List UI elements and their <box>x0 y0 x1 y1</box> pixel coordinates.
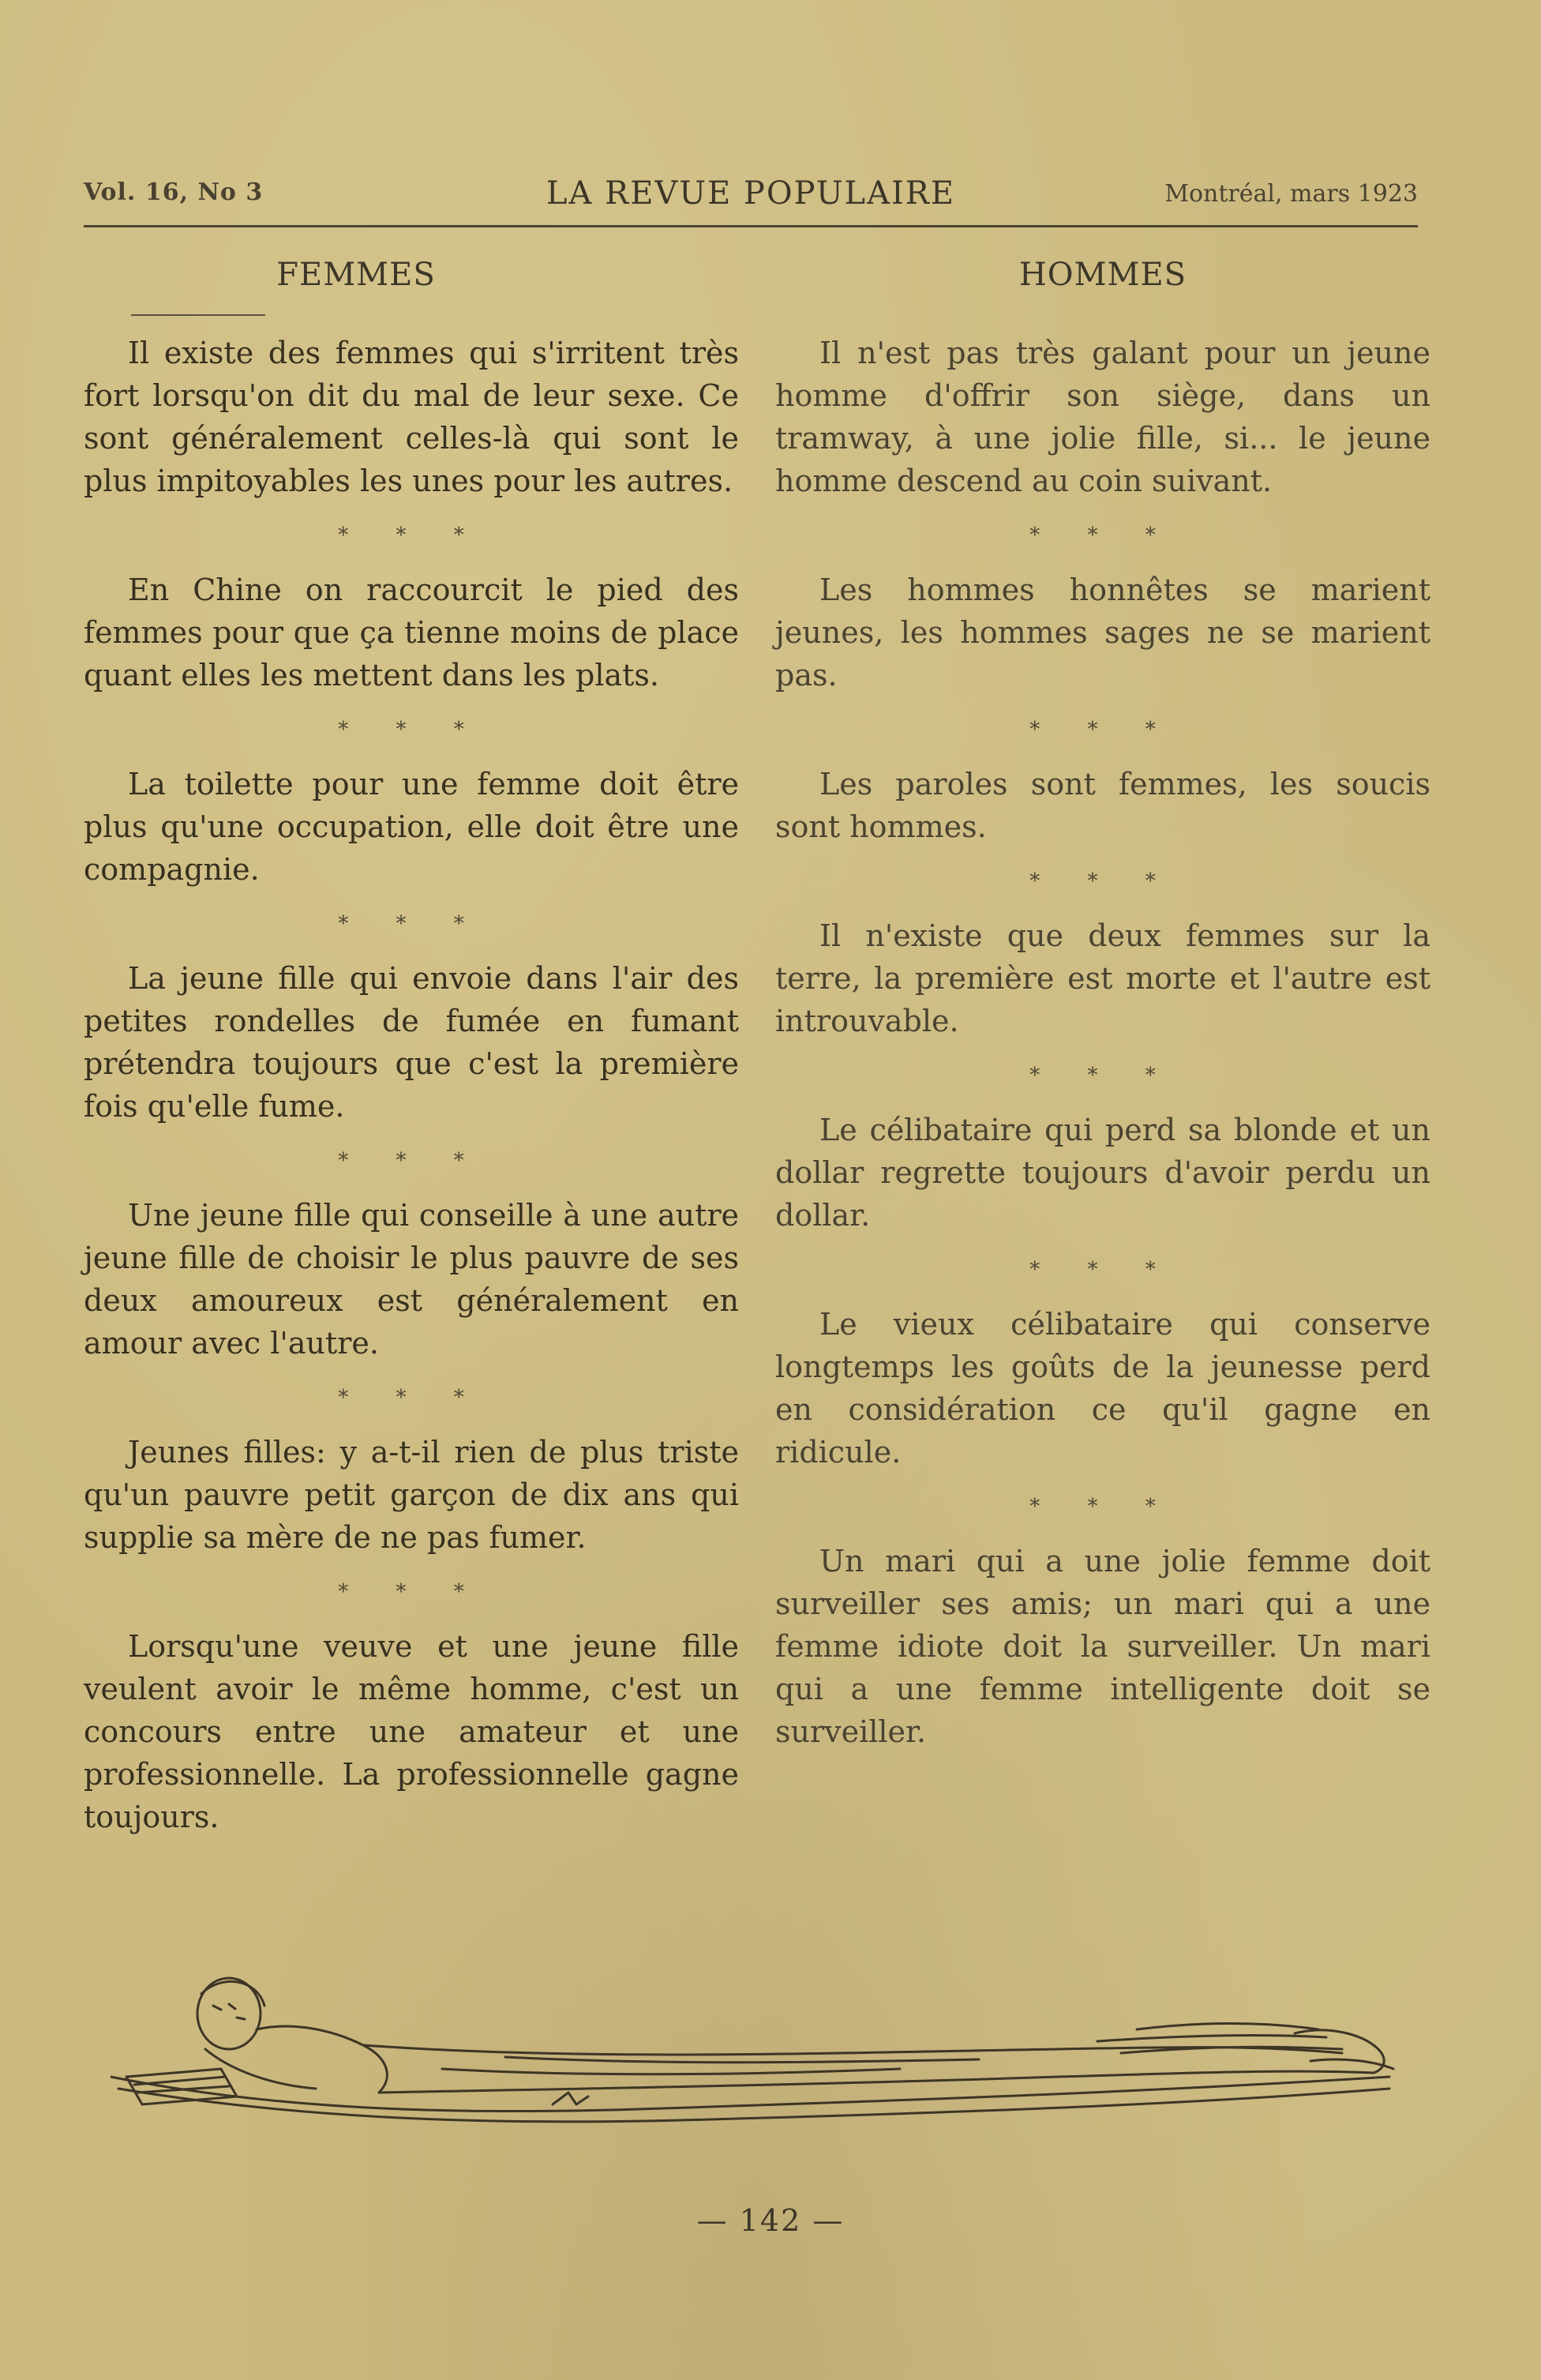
entry-paragraph: Un mari qui a une jolie femme doit surveiller ses amis; un mari qui a une femme idiote doit la surveiller. Un mari qui a une femme intelligente doit se surveiller. <box>775 1544 1430 1749</box>
separator-stars: * * * <box>338 912 485 936</box>
entry-paragraph: Il n'existe que deux femmes sur la terre, la première est morte et l'autre est introuvable. <box>775 918 1430 1038</box>
column-hommes <box>775 253 1430 1753</box>
entry-paragraph: Il n'est pas très galant pour un jeune homme d'offrir son siège, dans un tramway, à une jolie fille, si... le jeune homme descend au coin suivant. <box>775 336 1430 498</box>
column-femmes <box>84 253 739 1838</box>
entry-paragraph: Jeunes filles: y a-t-il rien de plus triste qu'un pauvre petit garçon de dix ans qui supplie sa mère de ne pas fumer. <box>84 1435 739 1555</box>
separator-stars: * * * <box>338 1149 485 1173</box>
entry-paragraph: En Chine on raccourcit le pied des femmes pour que ça tienne moins de place quant elles les mettent dans les plats. <box>84 572 739 693</box>
column-heading-hommes: HOMMES <box>1018 257 1187 293</box>
running-header <box>84 175 1418 215</box>
volume-number: Vol. 16, No 3 <box>84 178 264 206</box>
entry-paragraph: La jeune fille qui envoie dans l'air des petites rondelles de fumée en fumant prétendra toujours que c'est la première fois qu'elle fume. <box>84 961 739 1124</box>
page-number: — 142 — <box>696 2203 845 2238</box>
entry-paragraph: Les paroles sont femmes, les soucis sont hommes. <box>775 767 1430 844</box>
separator-stars: * * * <box>1029 869 1176 893</box>
entry-paragraph: La toilette pour une femme doit être plus qu'une occupation, elle doit être une compagnie. <box>84 767 739 887</box>
journal-title: LA REVUE POPULAIRE <box>546 175 956 212</box>
entry-paragraph: Il existe des femmes qui s'irritent très fort lorsqu'on dit du mal de leur sexe. Ce sont généralement celles-là qui sont le plus impitoyables les unes pour les autres. <box>84 336 739 498</box>
separator-stars: * * * <box>338 1386 485 1410</box>
entries-femmes <box>84 332 739 1838</box>
separator-stars: * * * <box>1029 1495 1176 1518</box>
separator-stars: * * * <box>1029 718 1176 741</box>
separator-stars: * * * <box>338 1580 485 1604</box>
header-rule <box>84 225 1418 227</box>
heading-rule <box>131 314 265 316</box>
separator-stars: * * * <box>1029 1258 1176 1282</box>
separator-stars: * * * <box>338 524 485 547</box>
issue-date: Montréal, mars 1923 <box>1164 180 1418 208</box>
separator-stars: * * * <box>1029 1064 1176 1087</box>
entries-hommes <box>775 332 1430 1753</box>
separator-stars: * * * <box>1029 524 1176 547</box>
reclining-figure-illustration <box>111 1958 1405 2148</box>
separator-stars: * * * <box>338 718 485 741</box>
entry-paragraph: Le célibataire qui perd sa blonde et un dollar regrette toujours d'avoir perdu un dollar. <box>775 1113 1430 1233</box>
entry-paragraph: Une jeune fille qui conseille à une autre jeune fille de choisir le plus pauvre de ses deux amoureux est généralement en amour avec l'autre. <box>84 1198 739 1361</box>
entry-paragraph: Lorsqu'une veuve et une jeune fille veulent avoir le même homme, c'est un concours entre une amateur et une professionnelle. La professionnelle gagne toujours. <box>84 1629 739 1834</box>
entry-paragraph: Le vieux célibataire qui conserve longtemps les goûts de la jeunesse perd en considération ce qu'il gagne en ridicule. <box>775 1307 1430 1470</box>
column-heading-femmes: FEMMES <box>276 257 436 293</box>
entry-paragraph: Les hommes honnêtes se marient jeunes, les hommes sages ne se marient pas. <box>775 572 1430 693</box>
